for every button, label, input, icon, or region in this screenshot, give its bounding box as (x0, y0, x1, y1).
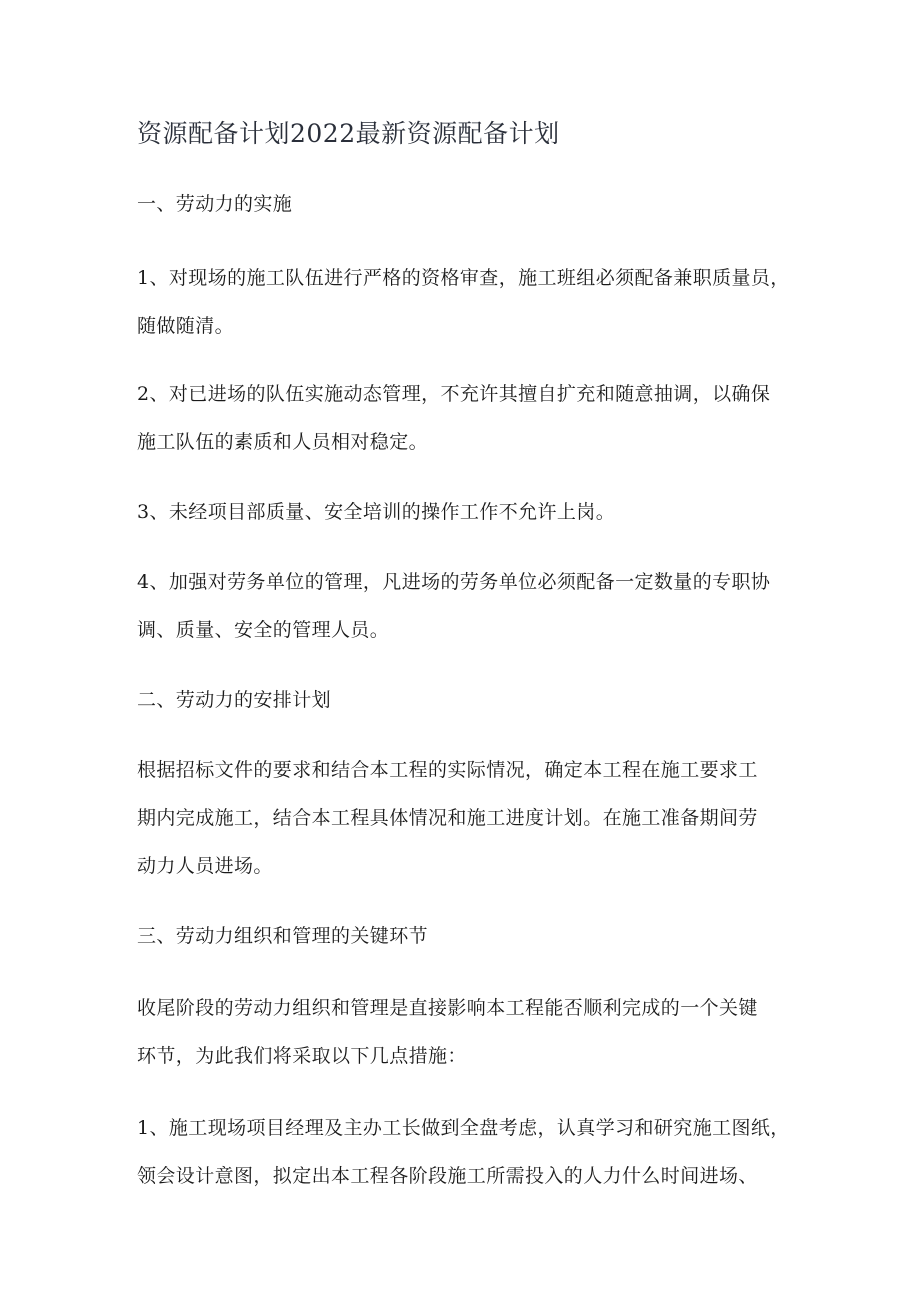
text-line: 三、劳动力组织和管理的关键环节 (137, 925, 429, 947)
text-line: 一、劳动力的实施 (137, 193, 293, 215)
paragraph-measure-1 (137, 1104, 790, 1200)
text-line: 2、对已进场的队伍实施动态管理，不充许其擅自扩充和随意抽调，以确保 (137, 383, 771, 405)
text-line: 期内完成施工，结合本工程具体情况和施工进度计划。在施工准备期间劳 (137, 807, 758, 829)
paragraph-item-4 (137, 558, 787, 654)
text-line: 领会设计意图，拟定出本工程各阶段施工所需投入的人力什么时间进场、 (137, 1165, 758, 1187)
text-line: 3、未经项目部质量、安全培训的操作工作不允许上岗。 (137, 501, 616, 523)
text-line: 环节，为此我们将采取以下几点措施： (137, 1045, 467, 1067)
section-heading-1 (137, 180, 787, 228)
text-line: 动力人员进场。 (137, 855, 273, 877)
section-heading-3 (137, 912, 787, 960)
text-line: 1、施工现场项目经理及主办工长做到全盘考虑，认真学习和研究施工图纸， (137, 1117, 790, 1139)
text-line: 1、对现场的施工队伍进行严格的资格审查，施工班组必须配备兼职质量员， (137, 267, 790, 289)
paragraph-plan (137, 746, 787, 890)
text-line: 施工队伍的素质和人员相对稳定。 (137, 431, 429, 453)
text-line: 二、劳动力的安排计划 (137, 689, 332, 711)
paragraph-item-2 (137, 370, 787, 466)
section-heading-2 (137, 676, 787, 724)
paragraph-item-3 (137, 488, 787, 536)
text-line: 根据招标文件的要求和结合本工程的实际情况，确定本工程在施工要求工 (137, 759, 758, 781)
text-line: 收尾阶段的劳动力组织和管理是直接影响本工程能否顺利完成的一个关键 (137, 997, 758, 1019)
paragraph-item-1 (137, 254, 790, 350)
paragraph-closing (137, 984, 787, 1080)
text-line: 随做随清。 (137, 315, 235, 337)
document-title: 资源配备计划2022最新资源配备计划 (137, 119, 560, 148)
text-line: 4、加强对劳务单位的管理，凡进场的劳务单位必须配备一定数量的专职协 (137, 571, 771, 593)
text-line: 调、质量、安全的管理人员。 (137, 619, 390, 641)
